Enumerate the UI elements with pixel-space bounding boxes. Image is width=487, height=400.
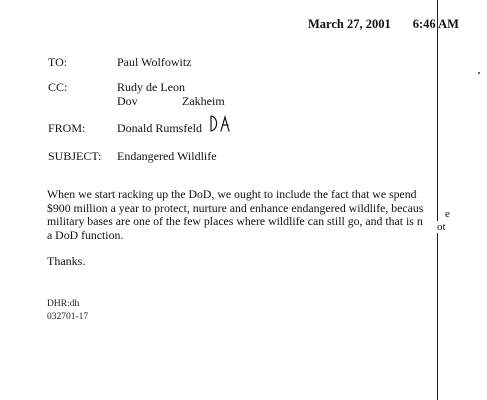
body-line-2-overhang: e bbox=[445, 208, 450, 220]
cc-value-2b: Zakheim bbox=[182, 94, 225, 108]
handwritten-initials-signature bbox=[208, 114, 234, 134]
to-value: Paul Wolfowitz bbox=[117, 55, 192, 69]
reference-initials: DHR:dh bbox=[47, 299, 80, 309]
memo-body bbox=[47, 188, 447, 242]
body-line-2: $900 million a year to protect, nurture and enhance endangered wildlife, becaus bbox=[47, 200, 424, 215]
body-line-3-overhang: ot bbox=[437, 221, 446, 233]
memo-date: March 27, 2001 bbox=[308, 17, 391, 31]
cc-value-1: Rudy de Leon bbox=[117, 80, 185, 94]
subject-value: Endangered Wildlife bbox=[117, 149, 217, 163]
reference-number: 032701-17 bbox=[47, 312, 89, 322]
scan-speck bbox=[478, 72, 480, 74]
cc-value-2a: Dov bbox=[117, 94, 138, 108]
body-line-3: military bases are one of the few places where wildlife can still go, and that is n bbox=[47, 214, 423, 228]
subject-label: SUBJECT: bbox=[48, 149, 102, 163]
memo-time: 6:46 AM bbox=[412, 17, 459, 31]
body-line-1: When we start racking up the DoD, we ought to include the fact that we spend bbox=[47, 187, 417, 201]
from-value: Donald Rumsfeld bbox=[117, 121, 202, 135]
from-label: FROM: bbox=[48, 121, 86, 135]
cc-label: CC: bbox=[48, 80, 68, 94]
to-label: TO: bbox=[48, 55, 68, 69]
memo-closing: Thanks. bbox=[47, 254, 86, 268]
body-line-4: a DoD function. bbox=[47, 227, 124, 242]
memo-datetime bbox=[308, 17, 459, 32]
